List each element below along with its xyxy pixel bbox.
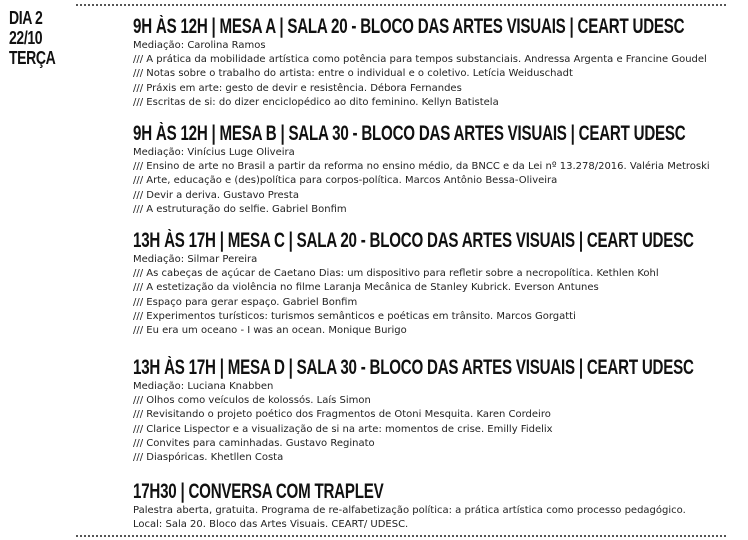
day-date: 22/10 <box>9 28 43 48</box>
session-item-list <box>133 53 733 110</box>
list-item: /// A prática da mobilidade artística como potência para tempos substanciais. Andressa Argenta e Francine Goudel <box>133 54 707 66</box>
session-mesa-d <box>133 356 733 465</box>
session-item-list <box>133 394 733 465</box>
list-item: /// Clarice Lispector e a visualização de si na arte: momentos de crise. Emilly Fidelix <box>133 423 553 435</box>
bottom-dotted-divider <box>76 535 726 537</box>
list-item: /// Notas sobre o trabalho do artista: entre o individual e o coletivo. Letícia Weiduschadt <box>133 68 573 80</box>
day-label <box>9 8 56 68</box>
day-number: DIA 2 <box>9 8 43 28</box>
list-item: /// Ensino de arte no Brasil a partir da reforma no ensino médio, da BNCC e da Lei nº 13.278/2016. Valéria Metroski <box>133 161 710 173</box>
session-title: 13H ÀS 17H | MESA C | SALA 20 - BLOCO DAS ARTES VISUAIS | CEART UDESC <box>133 229 694 252</box>
list-item: /// Eu era um oceano - I was an ocean. Monique Burigo <box>133 325 407 337</box>
session-moderator: Mediação: Carolina Ramos <box>133 40 266 51</box>
list-item: /// A estetização da violência no filme Laranja Mecânica de Stanley Kubrick. Everson Antunes <box>133 282 599 294</box>
day-weekday: TERÇA <box>9 48 56 68</box>
session-mesa-b <box>133 122 733 217</box>
session-item-list <box>133 160 733 217</box>
list-item: /// Experimentos turísticos: turismos semânticos e poéticas em trânsito. Marcos Gorgatti <box>133 310 576 322</box>
list-item: /// Práxis em arte: gesto de devir e resistência. Débora Fernandes <box>133 82 462 94</box>
session-title: 9H ÀS 12H | MESA B | SALA 30 - BLOCO DAS ARTES VISUAIS | CEART UDESC <box>133 122 686 145</box>
session-mesa-a <box>133 15 733 110</box>
session-item-list <box>133 267 733 338</box>
top-dotted-divider <box>76 4 726 6</box>
session-moderator: Mediação: Silmar Pereira <box>133 254 258 265</box>
list-item: /// As cabeças de açúcar de Caetano Dias: um dispositivo para refletir sobre a necropolítica. Kethlen Kohl <box>133 268 659 280</box>
list-item: /// A estruturação do selfie. Gabriel Bonfim <box>133 203 347 215</box>
session-title: 13H ÀS 17H | MESA D | SALA 30 - BLOCO DAS ARTES VISUAIS | CEART UDESC <box>133 356 694 379</box>
session-moderator: Mediação: Vinícius Luge Oliveira <box>133 147 295 158</box>
session-title: 17H30 | CONVERSA COM TRAPLEV <box>133 480 384 503</box>
list-item: /// Espaço para gerar espaço. Gabriel Bonfim <box>133 296 358 308</box>
talk-description: Palestra aberta, gratuita. Programa de re-alfabetização política: a prática artística como processo pedagógico. <box>133 505 686 516</box>
session-moderator: Mediação: Luciana Knabben <box>133 381 274 392</box>
session-mesa-c <box>133 229 733 338</box>
list-item: /// Arte, educação e (des)política para corpos-política. Marcos Antônio Bessa-Oliveira <box>133 175 558 187</box>
session-talk <box>133 480 733 532</box>
list-item: /// Diaspóricas. Khetllen Costa <box>133 452 284 464</box>
session-title: 9H ÀS 12H | MESA A | SALA 20 - BLOCO DAS ARTES VISUAIS | CEART UDESC <box>133 15 685 38</box>
list-item: /// Devir a deriva. Gustavo Presta <box>133 189 299 201</box>
list-item: /// Escritas de si: do dizer enciclopédico ao dito feminino. Kellyn Batistela <box>133 96 499 108</box>
list-item: /// Revisitando o projeto poético dos Fragmentos de Otoni Mesquita. Karen Cordeiro <box>133 409 551 421</box>
list-item: /// Olhos como veículos de kolossós. Laís Simon <box>133 395 371 407</box>
list-item: /// Convites para caminhadas. Gustavo Reginato <box>133 437 375 449</box>
talk-location: Local: Sala 20. Bloco das Artes Visuais. CEART/ UDESC. <box>133 519 409 531</box>
